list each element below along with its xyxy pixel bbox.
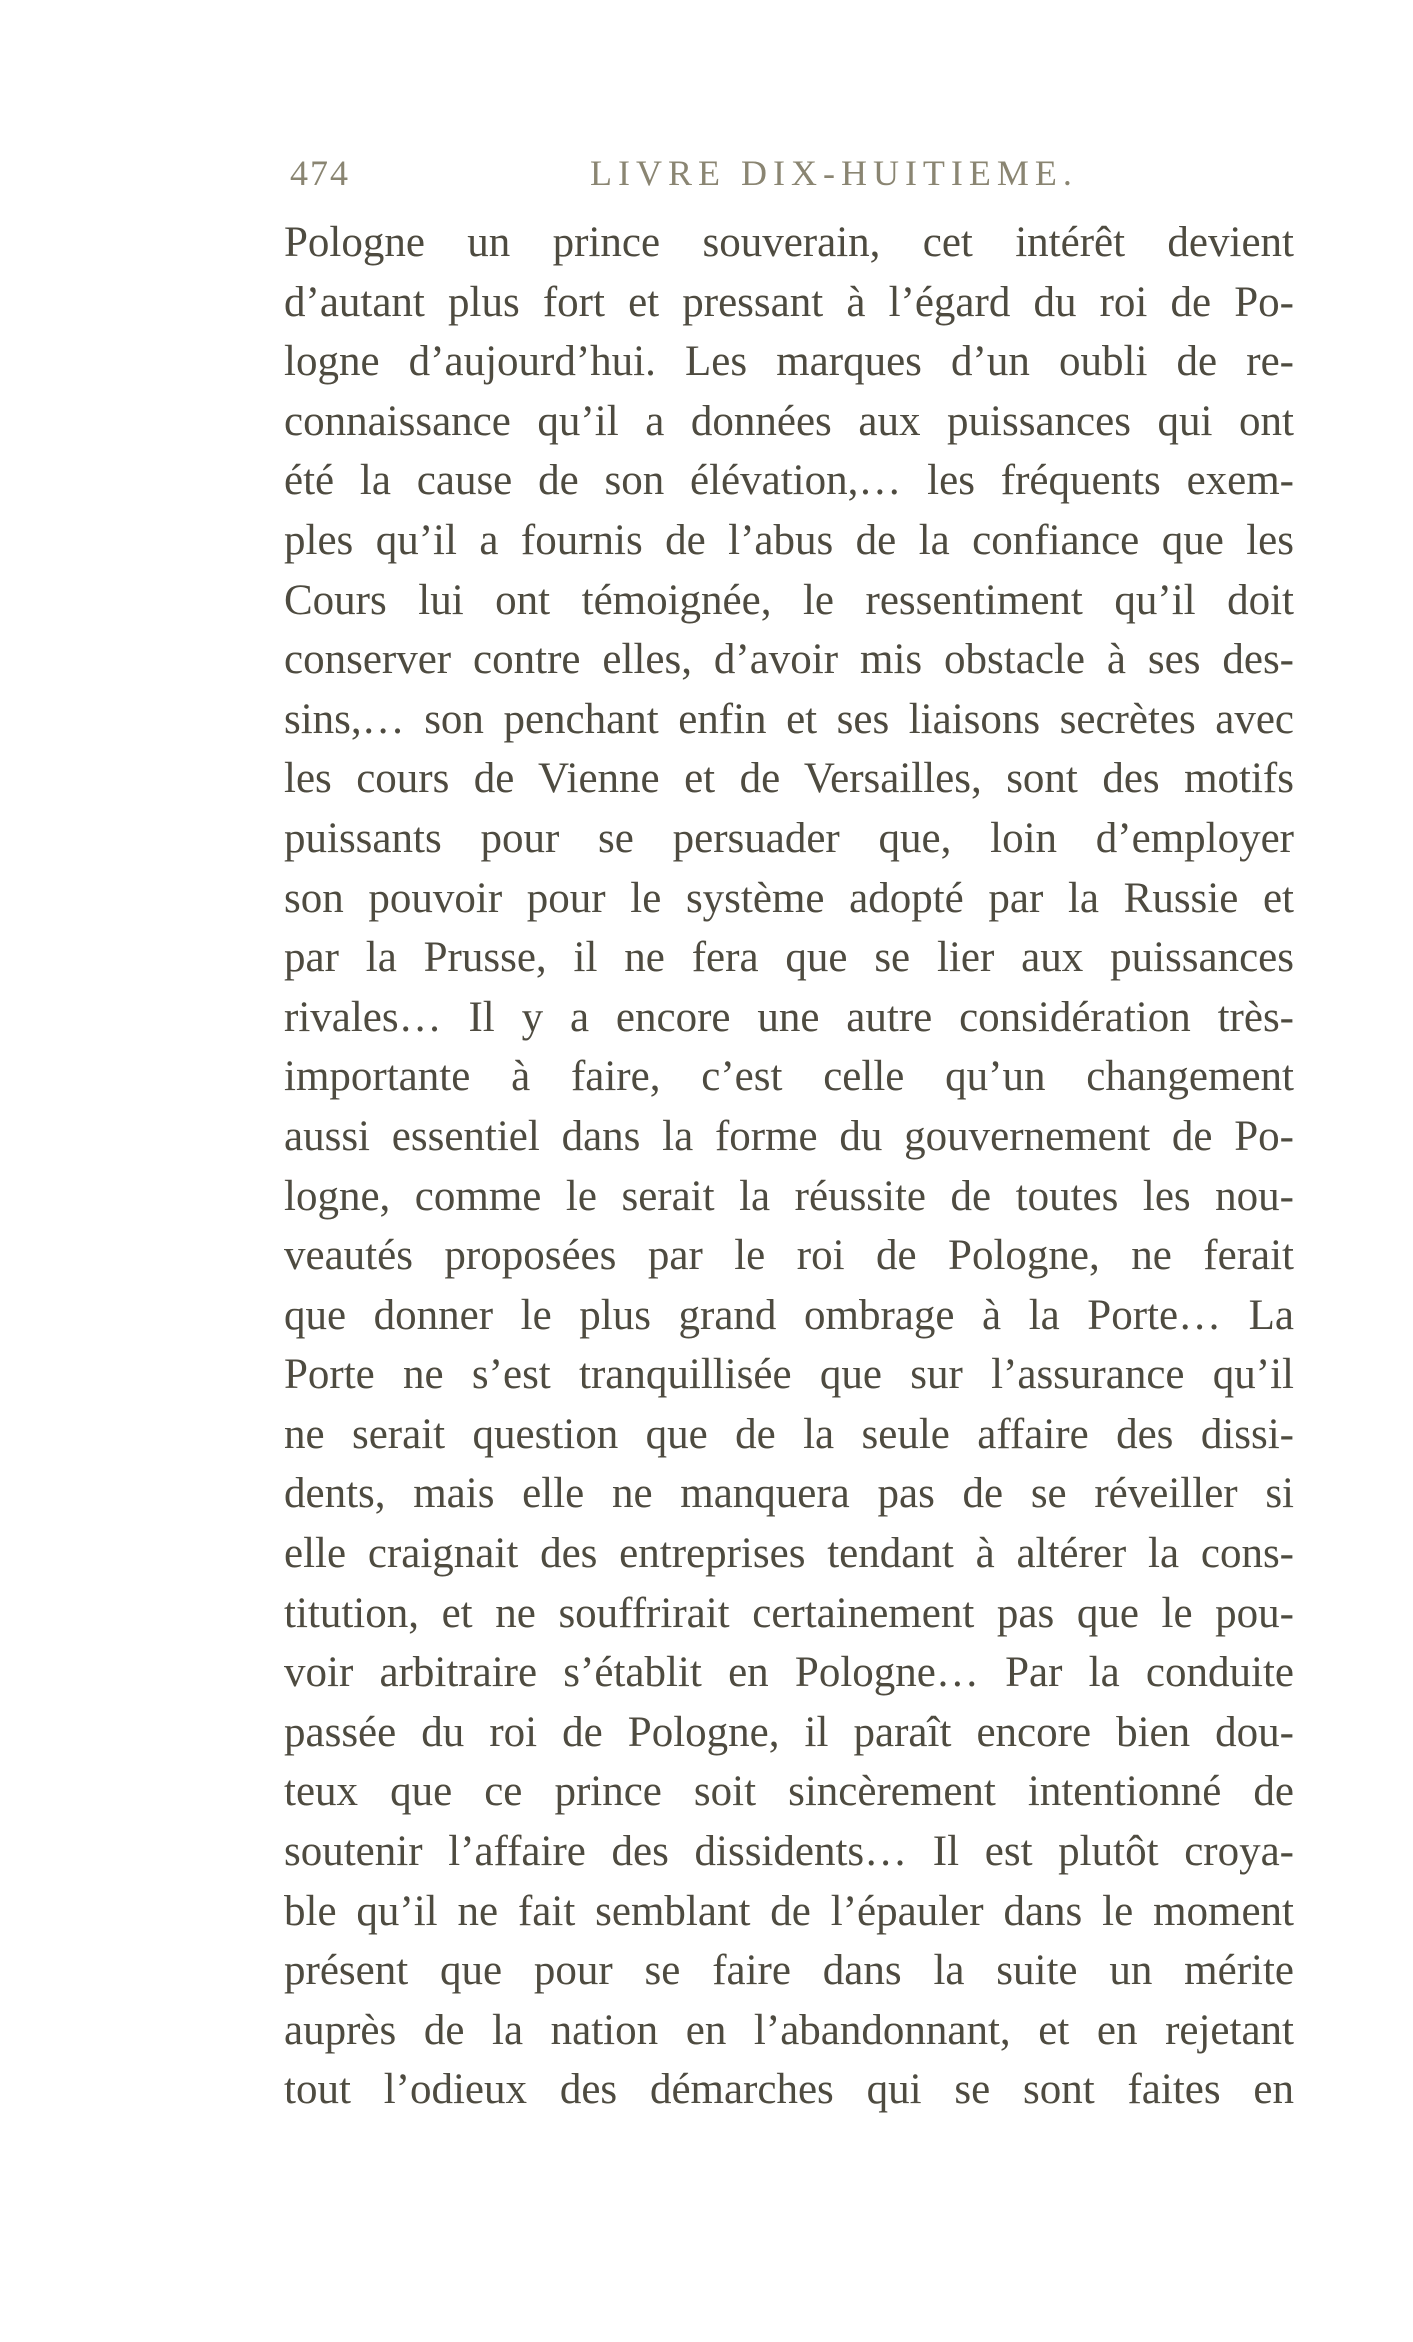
text-line: ne serait question que de la seule affaire des dissi- [284,1410,1294,1458]
running-head [290,152,1293,202]
text-line: conserver contre elles, d’avoir mis obstacle à ses des- [284,636,1294,684]
text-line: dents, mais elle ne manquera pas de se réveiller si [284,1470,1294,1518]
text-line: voir arbitraire s’établit en Pologne… Par la conduite [284,1649,1294,1697]
text-line: Porte ne s’est tranquillisée que sur l’assurance qu’il [284,1351,1294,1399]
text-line: aussi essentiel dans la forme du gouvernement de Po- [284,1112,1294,1160]
text-line: ble qu’il ne fait semblant de l’épauler dans le moment [284,1887,1294,1935]
text-line: tout l’odieux des démarches qui se sont faites en [284,2066,1294,2114]
text-line: rivales… Il y a encore une autre considération très- [284,993,1294,1041]
text-line: son pouvoir pour le système adopté par la Russie et [284,874,1294,922]
text-line: que donner le plus grand ombrage à la Porte… La [284,1291,1294,1339]
text-line: connaissance qu’il a données aux puissances qui ont [284,397,1294,445]
text-line: Cours lui ont témoignée, le ressentiment qu’il doit [284,576,1294,624]
text-line: logne d’aujourd’hui. Les marques d’un oubli de re- [284,338,1294,386]
page-number: 474 [290,153,350,193]
text-line: ples qu’il a fournis de l’abus de la confiance que les [284,516,1294,564]
text-line: les cours de Vienne et de Versailles, sont des motifs [284,755,1294,803]
text-line: titution, et ne souffrirait certainement pas que le pou- [284,1589,1294,1637]
text-line: importante à faire, c’est celle qu’un changement [284,1053,1294,1101]
text-line: d’autant plus fort et pressant à l’égard du roi de Po- [284,278,1294,326]
text-line: été la cause de son élévation,… les fréquents exem- [284,457,1294,505]
text-line: sins,… son penchant enfin et ses liaisons secrètes avec [284,695,1294,743]
text-line: auprès de la nation en l’abandonnant, et en rejetant [284,2006,1294,2054]
text-line: elle craignait des entreprises tendant à altérer la cons- [284,1530,1294,1578]
text-line: Pologne un prince souverain, cet intérêt devient [284,219,1294,266]
text-line: teux que ce prince soit sincèrement intentionné de [284,1768,1294,1816]
text-line: passée du roi de Pologne, il paraît encore bien dou- [284,1708,1294,1756]
text-line: veautés proposées par le roi de Pologne, ne ferait [284,1232,1294,1280]
text-line: par la Prusse, il ne fera que se lier aux puissances [284,934,1294,982]
running-title: LIVRE DIX-HUITIEME. [590,153,1078,193]
text-line: soutenir l’affaire des dissidents… Il est plutôt croya- [284,1828,1294,1876]
body-text [284,213,1294,2120]
text-line: présent que pour se faire dans la suite un mérite [284,1947,1294,1995]
text-line: puissants pour se persuader que, loin d’employer [284,814,1294,862]
text-line: logne, comme le serait la réussite de toutes les nou- [284,1172,1294,1220]
